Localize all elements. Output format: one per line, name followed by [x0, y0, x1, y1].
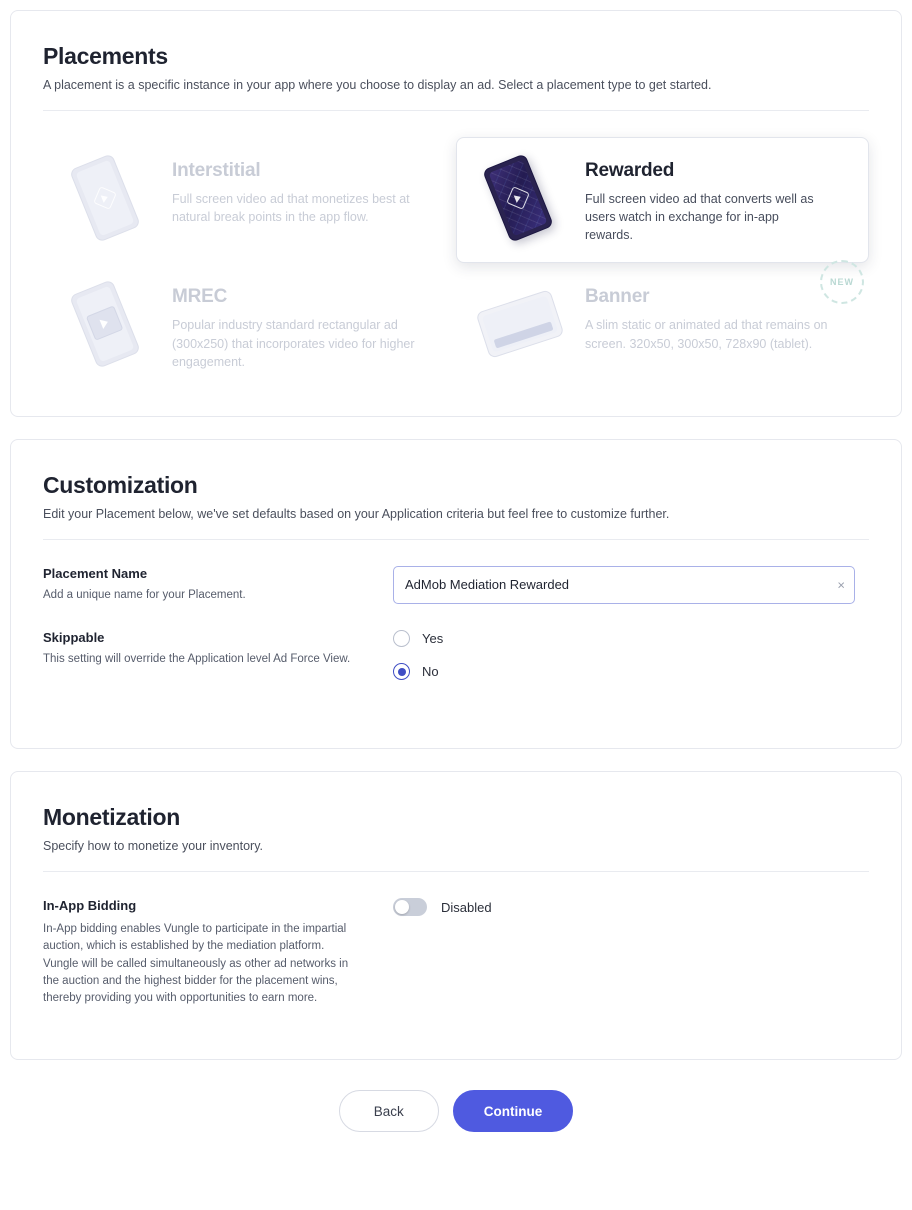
placement-name-label-group: [43, 566, 393, 604]
in-app-bidding-label-group: [43, 898, 393, 1007]
placement-option-mrec[interactable]: [43, 263, 456, 389]
radio-label: No: [422, 664, 439, 679]
mrec-thumbnail: [60, 282, 156, 368]
placement-options-grid: [43, 137, 869, 390]
monetization-card: [10, 771, 902, 1060]
skippable-option-yes[interactable]: [393, 630, 869, 647]
phone-icon: [475, 289, 564, 359]
placement-name-row: [43, 566, 869, 604]
continue-button[interactable]: Continue: [453, 1090, 574, 1132]
placement-name-control: [393, 566, 869, 604]
skippable-control: [393, 630, 869, 696]
in-app-bidding-label: In-App Bidding: [43, 898, 137, 913]
back-button[interactable]: Back: [339, 1090, 439, 1132]
placements-subtitle: A placement is a specific instance in your app where you choose to display an ad. Select a placement type to get started.: [43, 78, 712, 92]
divider: [43, 871, 869, 872]
placement-option-rewarded[interactable]: [456, 137, 869, 263]
placement-title: Banner: [585, 286, 650, 308]
new-badge-icon: NEW: [820, 260, 864, 304]
placement-description: A slim static or animated ad that remains on screen. 320x50, 300x50, 728x90 (tablet).: [585, 318, 828, 351]
in-app-bidding-row: [43, 898, 869, 1007]
interstitial-thumbnail: [60, 156, 156, 242]
divider: [43, 539, 869, 540]
skippable-hint: This setting will override the Application level Ad Force View.: [43, 653, 351, 665]
radio-icon-selected[interactable]: [393, 663, 410, 680]
clear-icon[interactable]: ×: [837, 577, 845, 593]
placements-title: Placements: [43, 43, 168, 69]
placement-option-interstitial[interactable]: [43, 137, 456, 263]
customization-title: Customization: [43, 471, 198, 498]
placement-title: Interstitial: [172, 160, 261, 181]
placement-description: Full screen video ad that converts well as users watch in exchange for in-app rewards.: [585, 192, 814, 243]
customization-subtitle: Edit your Placement below, we've set defaults based on your Application criteria but feel free to customize further.: [43, 506, 670, 521]
rewarded-thumbnail: [473, 156, 569, 242]
radio-icon[interactable]: [393, 630, 410, 647]
phone-icon: [482, 153, 554, 243]
placement-name-input[interactable]: [393, 566, 855, 604]
placement-description: Popular industry standard rectangular ad (300x250) that incorporates video for higher engagement.: [172, 318, 415, 369]
monetization-subtitle: Specify how to monetize your inventory.: [43, 839, 264, 853]
radio-label: Yes: [422, 631, 444, 646]
skippable-option-no[interactable]: [393, 663, 869, 680]
skippable-row: [43, 630, 869, 696]
in-app-bidding-toggle[interactable]: [393, 898, 427, 916]
placement-description: Full screen video ad that monetizes best at natural break points in the app flow.: [172, 192, 410, 225]
in-app-bidding-control: [393, 898, 869, 916]
toggle-knob-icon: [395, 900, 409, 914]
monetization-title: Monetization: [43, 804, 180, 830]
banner-thumbnail: [473, 282, 569, 368]
in-app-bidding-toggle-state: Disabled: [441, 899, 492, 915]
wizard-footer: [10, 1082, 902, 1152]
skippable-label: Skippable: [43, 630, 105, 645]
in-app-bidding-description: In-App bidding enables Vungle to participate in the impartial auction, which is established by the mediation platform. Vungle will be called simultaneously as other ad networks in the auction and the highest bidder for the placement wins, thereby providing you with opportunities to earn more.: [43, 923, 349, 1004]
placement-title: MREC: [172, 286, 228, 308]
phone-icon: [69, 153, 141, 243]
customization-card: [10, 439, 902, 749]
placement-title: Rewarded: [585, 160, 675, 181]
placements-card: [10, 10, 902, 417]
divider: [43, 110, 869, 111]
placement-name-hint: Add a unique name for your Placement.: [43, 588, 246, 601]
skippable-label-group: [43, 630, 393, 668]
placement-option-banner[interactable]: [456, 263, 869, 389]
placement-name-label: Placement Name: [43, 565, 148, 581]
phone-icon: [69, 280, 141, 370]
